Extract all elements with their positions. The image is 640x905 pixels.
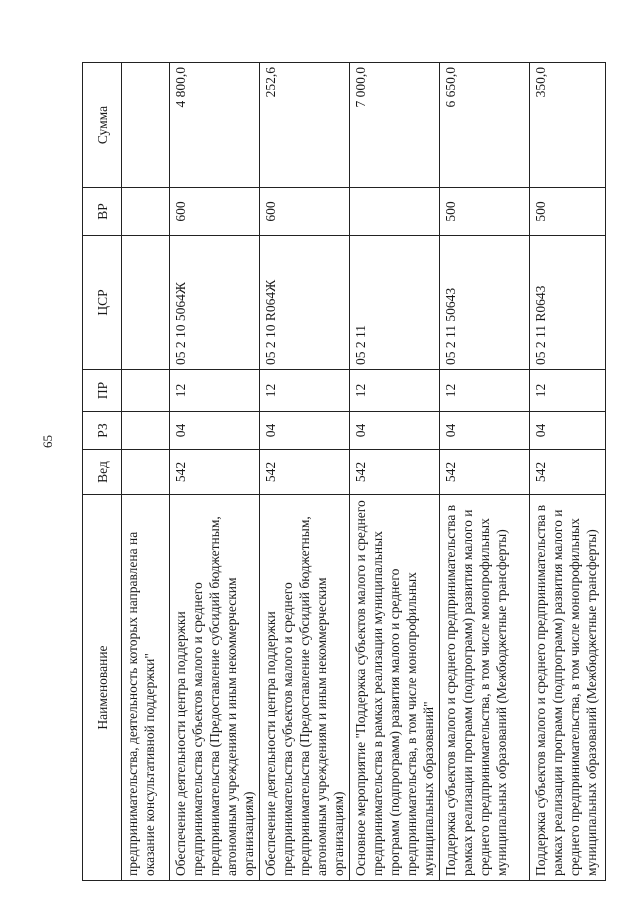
row-ved: 542 (530, 450, 606, 495)
row-ved: 542 (260, 450, 350, 495)
header-ved: Вед (83, 450, 122, 495)
row-rz: 04 (440, 412, 530, 450)
row-vr: 500 (530, 188, 606, 236)
header-csr: ЦСР (83, 236, 122, 370)
table-row (530, 63, 606, 881)
budget-table-container (82, 63, 606, 881)
table-row (350, 63, 440, 881)
row-name: Обеспечение деятельности центра поддержки предпринимательства субъектов малого и среднего предпринимательства (Предоставление субсидий бюджетным, автономным учреждениям и иным некоммерческим организациям) (260, 495, 350, 881)
row-ved: 542 (440, 450, 530, 495)
row-vr: 600 (170, 188, 260, 236)
row-name: предпринимательства, деятельность которых направлена на оказание консультативной поддержки" (122, 495, 170, 881)
row-sum (122, 63, 170, 188)
row-name: Поддержка субъектов малого и среднего предпринимательства в рамках реализации программ (подпрограмм) развития малого и среднего предпринимательства, в том числе монопрофильных муниципальных образований (Межбюджетные трансферты) (440, 495, 530, 881)
header-sum: Сумма (83, 63, 122, 188)
budget-table (82, 62, 606, 881)
header-rz: РЗ (83, 412, 122, 450)
row-name: Обеспечение деятельности центра поддержки предпринимательства субъектов малого и среднего предпринимательства (Предоставление субсидий бюджетным, автономным учреждениям и иным некоммерческим организациям) (170, 495, 260, 881)
row-pr (122, 370, 170, 412)
row-pr: 12 (440, 370, 530, 412)
row-name: Поддержка субъектов малого и среднего предпринимательства в рамках реализации программ (подпрограмм) развития малого и среднего предпринимательства, в том числе монопрофильных муниципальных образований (Межбюджетные трансферты) (530, 495, 606, 881)
row-ved: 542 (350, 450, 440, 495)
row-csr (122, 236, 170, 370)
row-sum: 4 800,0 (170, 63, 260, 188)
row-sum: 7 000,0 (350, 63, 440, 188)
row-sum: 350,0 (530, 63, 606, 188)
row-vr: 500 (440, 188, 530, 236)
row-sum: 252,6 (260, 63, 350, 188)
row-csr: 05 2 10 5064Ж (170, 236, 260, 370)
row-rz (122, 412, 170, 450)
header-name: Наименование (83, 495, 122, 881)
row-name: Основное мероприятие "Поддержка субъектов малого и среднего предпринимательства в рамках реализации муниципальных программ (подпрограмм) развития малого и среднего предпринимательства, в том числе монопрофильных муниципальных образований" (350, 495, 440, 881)
row-csr: 05 2 10 R064Ж (260, 236, 350, 370)
header-vr: ВР (83, 188, 122, 236)
row-vr (122, 188, 170, 236)
row-rz: 04 (350, 412, 440, 450)
table-header-row (83, 63, 122, 881)
table-row (440, 63, 530, 881)
row-rz: 04 (260, 412, 350, 450)
row-vr: 600 (260, 188, 350, 236)
table-row (122, 63, 170, 881)
row-vr (350, 188, 440, 236)
row-ved: 542 (170, 450, 260, 495)
row-rz: 04 (530, 412, 606, 450)
row-csr: 05 2 11 (350, 236, 440, 370)
header-pr: ПР (83, 370, 122, 412)
row-rz: 04 (170, 412, 260, 450)
table-row (260, 63, 350, 881)
row-pr: 12 (350, 370, 440, 412)
row-csr: 05 2 11 R0643 (530, 236, 606, 370)
row-pr: 12 (170, 370, 260, 412)
row-sum: 6 650,0 (440, 63, 530, 188)
row-pr: 12 (260, 370, 350, 412)
row-pr: 12 (530, 370, 606, 412)
row-csr: 05 2 11 50643 (440, 236, 530, 370)
row-ved (122, 450, 170, 495)
table-row (170, 63, 260, 881)
page-number: 65 (40, 435, 55, 448)
